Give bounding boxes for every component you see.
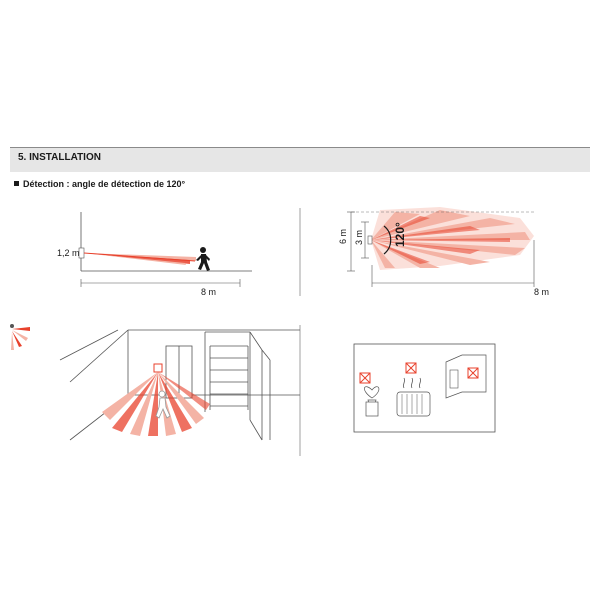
height-label: 1,2 m bbox=[57, 248, 80, 258]
walking-person-icon bbox=[196, 247, 210, 271]
sensor-icon bbox=[154, 364, 162, 372]
side-view-diagram bbox=[57, 212, 252, 297]
half-width-label: 3 m bbox=[354, 229, 364, 245]
side-distance-label: 8 m bbox=[201, 287, 217, 297]
stairwell-detection-fan bbox=[102, 372, 210, 436]
placement-warnings bbox=[354, 344, 495, 432]
window-crossed-icon bbox=[446, 355, 486, 398]
detection-title: Détection : angle de détection de 120° bbox=[23, 179, 186, 189]
sensor-icon bbox=[368, 236, 372, 244]
angle-label: 120° bbox=[393, 222, 407, 247]
side-detection-beams bbox=[84, 253, 196, 265]
top-distance-label: 8 m bbox=[534, 287, 550, 297]
width-label: 6 m bbox=[338, 228, 348, 244]
sensor-icon bbox=[79, 248, 84, 258]
top-view-diagram bbox=[338, 207, 549, 297]
sensor-corner-icon bbox=[10, 324, 30, 350]
section-title: 5. INSTALLATION bbox=[18, 152, 101, 163]
